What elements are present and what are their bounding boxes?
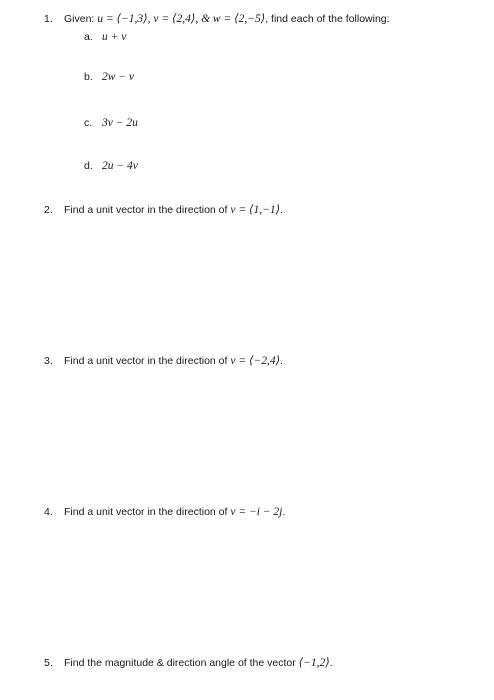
part-letter: b. [84,71,93,83]
part-letter: d. [84,160,93,172]
question-1 [44,12,390,26]
question-1-part-a [84,30,126,44]
question-text-after: , find each of the following: [265,13,390,25]
question-math: v = ⟨−2,4⟩ [230,355,281,367]
part-letter: a. [84,31,93,43]
question-number: 3. [44,355,53,367]
part-letter: c. [84,117,93,129]
question-math: ⟨−1,2⟩ [298,657,330,669]
question-math: v = −i − 2j [230,506,283,518]
question-number: 5. [44,657,53,669]
question-text-after: . [280,204,283,216]
question-number: 1. [44,13,53,25]
question-text-after: . [329,657,333,669]
question-text-after: . [282,506,286,518]
question-math: v = ⟨1,−1⟩ [230,204,281,216]
question-text-after: . [280,355,283,367]
question-number: 4. [44,506,53,518]
part-expression: 2u − 4v [102,160,138,172]
question-3 [44,354,283,368]
question-1-part-b [84,70,134,84]
question-5 [44,656,333,670]
question-text: Find the magnitude & direction angle of the vector [64,657,299,669]
question-text: Find a unit vector in the direction of [64,506,231,518]
question-math: u = ⟨−1,3⟩, v = ⟨2,4⟩, & w = ⟨2,−5⟩ [97,13,266,25]
part-expression: u + v [102,31,127,43]
part-expression: 2w − v [102,71,135,83]
part-expression: 3v − 2u [102,117,138,129]
question-1-part-d [84,159,138,173]
question-2 [44,203,283,217]
question-number: 2. [44,204,53,216]
question-4 [44,505,285,519]
question-text: Given: [64,13,98,25]
question-1-part-c [84,116,138,130]
question-text: Find a unit vector in the direction of [64,355,231,367]
question-text: Find a unit vector in the direction of [64,204,231,216]
